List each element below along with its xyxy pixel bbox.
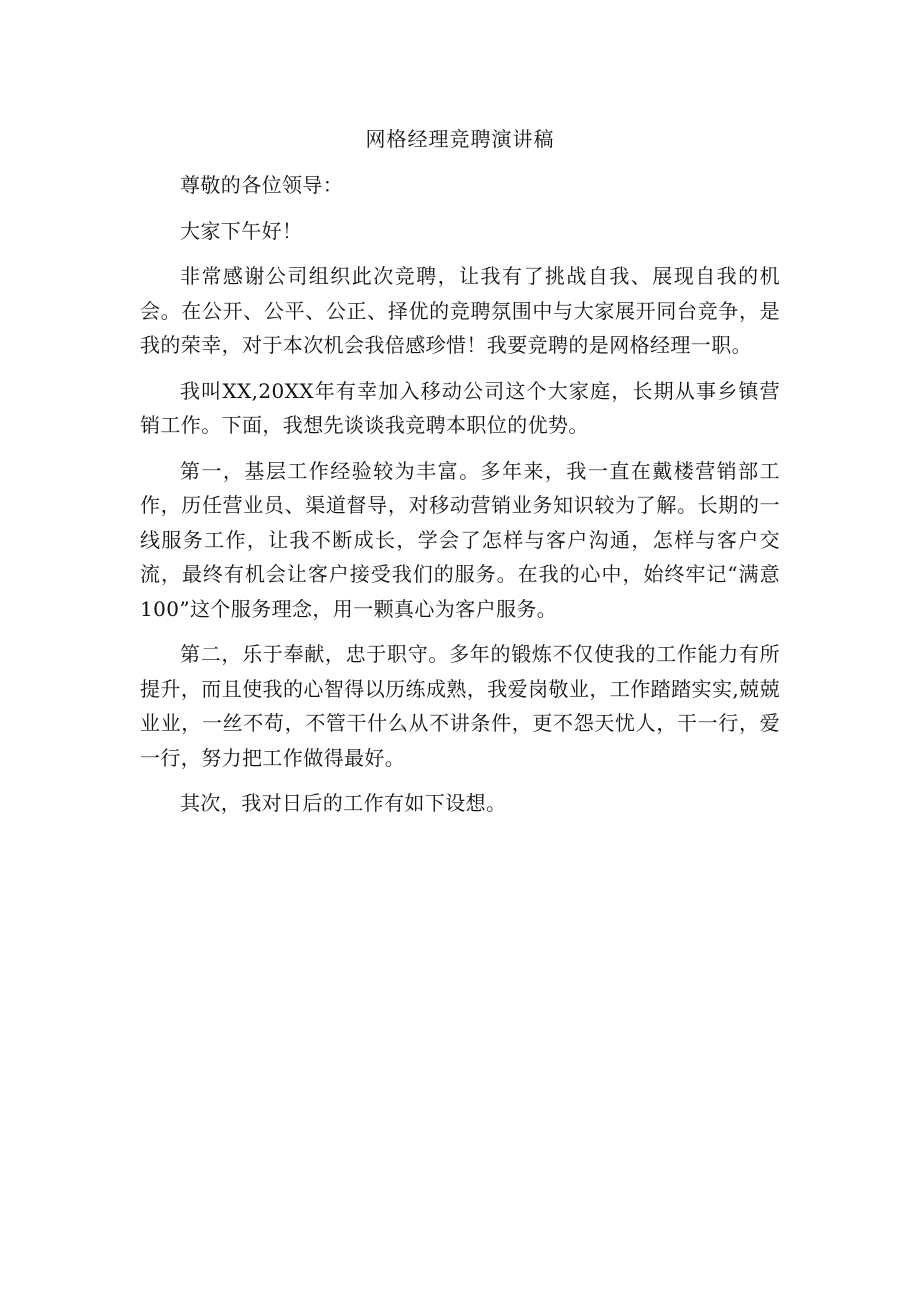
document-body: [140, 168, 780, 832]
paragraph-self-intro: 我叫XX,20XX年有幸加入移动公司这个大家庭，长期从事乡镇营销工作。下面，我想先谈谈我竞聘本职位的优势。: [140, 378, 780, 437]
paragraph-next-plans: 其次，我对日后的工作有如下设想。: [180, 791, 507, 815]
paragraph-introduction: 非常感谢公司组织此次竞聘，让我有了挑战自我、展现自我的机会。在公开、公平、公正、择优的竞聘氛围中与大家展开同台竞争，是我的荣幸，对于本次机会我倍感珍惜！我要竞聘的是网格经理一职。: [140, 264, 780, 357]
paragraph-salutation: 尊敬的各位领导：: [180, 173, 344, 197]
paragraph-advantage-two: 第二，乐于奉献，忠于职守。多年的锻炼不仅使我的工作能力有所提升，而且使我的心智得以历练成熟，我爱岗敬业，工作踏踏实实,兢兢业业，一丝不苟，不管干什么从不讲条件，更不怨天忧人，干一行，爱一行，努力把工作做得最好。: [140, 642, 780, 770]
paragraph-advantage-one: 第一，基层工作经验较为丰富。多年来，我一直在戴楼营销部工作，历任营业员、渠道督导，对移动营销业务知识较为了解。长期的一线服务工作，让我不断成长，学会了怎样与客户沟通，怎样与客户交流，最终有机会让客户接受我们的服务。在我的心中，始终牢记“满意100”这个服务理念，用一颗真心为客户服务。: [140, 458, 780, 621]
paragraph-greeting: 大家下午好！: [180, 218, 303, 243]
document-title: 网格经理竞聘演讲稿: [365, 127, 555, 151]
